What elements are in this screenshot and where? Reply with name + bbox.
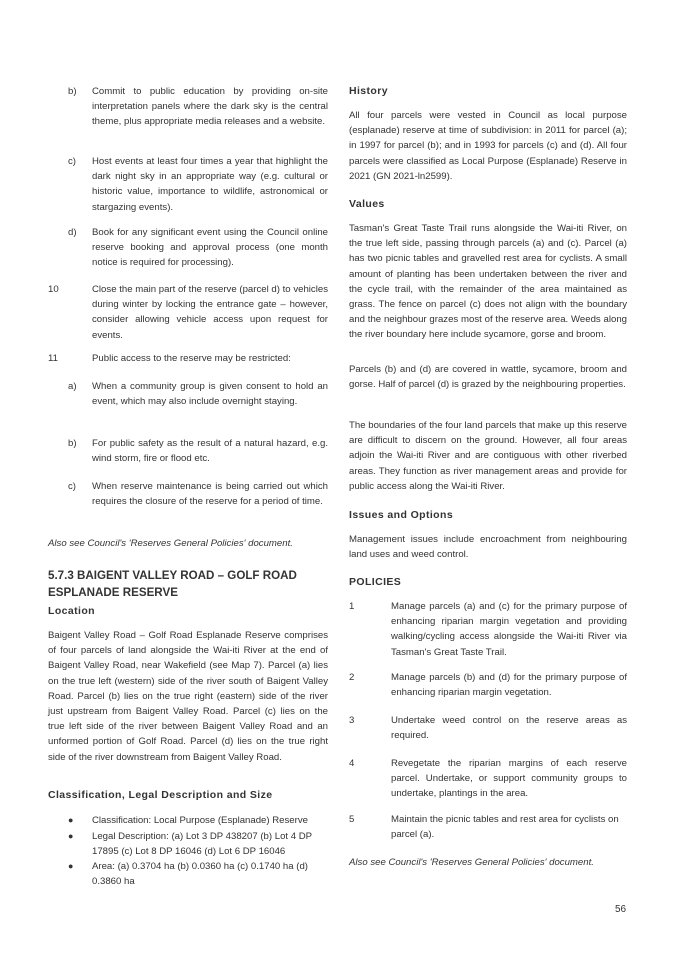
history-paragraph: All four parcels were vested in Council as local purpose (esplanade) reserve at time of subdivision: in 2011 for parcel (a); in 1997 for parcel (b); and in 1993 for parcels (c) and (d). All four parcels were classified as Local Purpose (Esplanade) Reserve in 2021 (GN 2021-ln2599). [349,110,627,182]
bullet-icon: ● [68,861,74,871]
location-paragraph: Baigent Valley Road – Golf Road Esplanade Reserve comprises of four parcels of land alongside the Wai-iti River at the end of Baigent Valley Road, near Wakefield (see Map 7). Parcel (a) lies on the true left (western) side of the river south of Baigent Valley Road. Parcel (b) lies on the true right (eastern) side of the river just upstream from Baigent Valley Road. Parcel (c) lies on the true left side of the river between Baigent Valley Road and an unformed portion of Golf Road. Parcel (d) lies on the true right side of the river downstream from Baigent Valley Road. [48,630,328,763]
page-number: 56 [615,904,627,915]
issues-paragraph: Management issues include encroachment from neighbouring land uses and weed control. [349,534,627,561]
values-paragraph-1: Tasman's Great Taste Trail runs alongside the Wai-iti River, on the true left side, passing through parcels (a) and (c). Parcel (a) has two picnic tables and gravelled rest area for cyclists. A small amount of planting has been undertaken between the river and the cycle trail, with the remainder of the area maintained as grass. The fence on parcel (c) does not align with the boundary and the neighbour grazes most of the reserve area. Weeds along the river boundary here include sycamore, gorse and broom. [349,223,627,341]
issues-heading: Issues and Options [349,509,454,521]
also-see-note-right: Also see Council's 'Reserves General Policies' document. [349,857,594,868]
section-title: 5.7.3 BAIGENT VALLEY ROAD – GOLF ROAD ESPLANADE RESERVE [48,569,297,599]
bullet-icon: ● [68,815,74,825]
values-paragraph-3: The boundaries of the four land parcels that make up this reserve are difficult to discern on the ground. However, all four areas adjoin the Wai-iti River and are contiguous with other riverbed areas. They function as river management areas and provide for public access along the Wai-iti River. [349,420,627,492]
location-heading: Location [48,605,95,617]
bullet-icon: ● [68,831,74,841]
values-heading: Values [349,198,385,210]
classification-heading: Classification, Legal Description and Size [48,789,273,801]
also-see-note-left: Also see Council's 'Reserves General Policies' document. [48,538,293,549]
values-paragraph-2: Parcels (b) and (d) are covered in wattle, sycamore, broom and gorse. Half of parcel (d) is grazed by the neighbouring properties. [349,364,627,391]
policies-heading: POLICIES [349,576,402,588]
history-heading: History [349,85,388,97]
